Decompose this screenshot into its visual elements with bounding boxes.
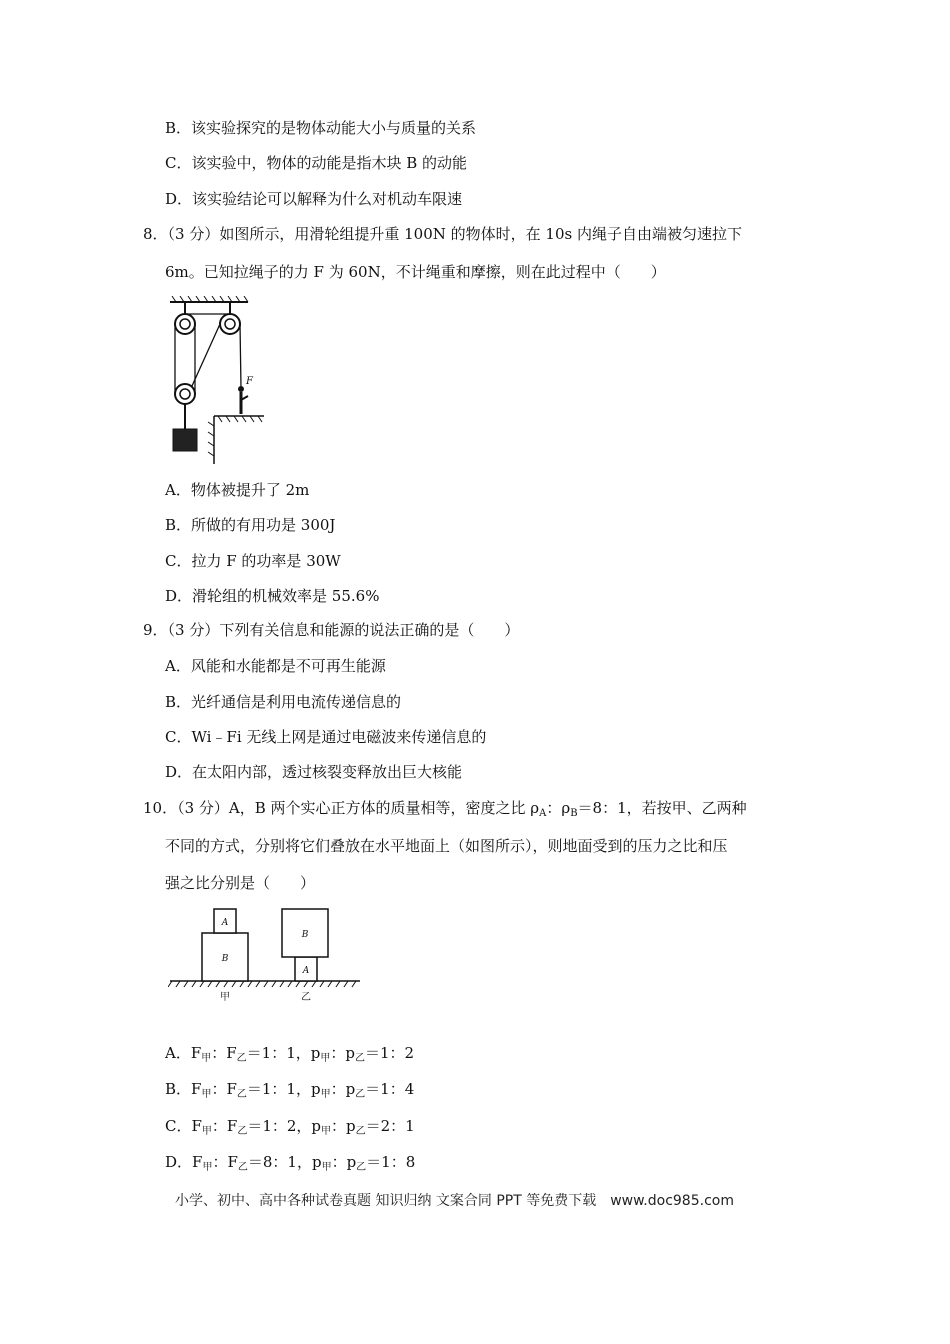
q9-option-a: A．风能和水能都是不可再生能源 [165,657,386,675]
pulley-figure [168,296,268,464]
q9-option-b: B．光纤通信是利用电流传递信息的 [165,693,402,711]
q7-option-b: B．该实验探究的是物体动能大小与质量的关系 [165,119,477,137]
q8-option-a: A．物体被提升了 2m [165,481,310,499]
caption-jia: 甲 [220,992,230,1003]
q7-option-d: D．该实验结论可以解释为什么对机动车限速 [165,190,463,208]
caption-yi: 乙 [301,992,311,1003]
q8-option-b: B．所做的有用功是 300J [165,516,336,534]
block-a-label-right: A [302,966,310,976]
q8-stem-line2: 6m。已知拉绳子的力 F 为 60N，不计绳重和摩擦，则在此过程中（ ） [165,263,666,281]
q8-option-c: C．拉力 F 的功率是 30W [165,552,341,570]
block-b-label-left: B [221,954,229,964]
stacked-blocks-figure [168,905,363,1003]
q7-option-c: C．该实验中，物体的动能是指木块 B 的动能 [165,154,468,172]
q10-stem-line3: 强之比分别是（ ） [165,874,316,892]
force-label-F: F [246,376,253,387]
page-footer: 小学、初中、高中各种试卷真题 知识归纳 文案合同 PPT 等免费下载 www.doc985.com [175,1193,734,1209]
q10-stem-line1: 10．（3 分）A，B 两个实心正方体的质量相等，密度之比 $\rho_A$：$\rho_B=8$：1，若按甲、乙两种 [143,799,747,819]
block-a-label-left: A [221,918,229,928]
q8-stem-line1: 8．（3 分）如图所示，用滑轮组提升重 100N 的物体时，在 10s 内绳子自由端被匀速拉下 [143,225,742,243]
q10-option-c: C．$F_甲$：$F_乙=1$：2，$p_甲$：$p_乙=2$：1 [165,1117,415,1137]
q8-option-d: D．滑轮组的机械效率是 55.6% [165,587,380,605]
q10-option-d: D．$F_甲$：$F_乙=8$：1，$p_甲$：$p_乙=1$：8 [165,1153,416,1173]
q9-stem: 9．（3 分）下列有关信息和能源的说法正确的是（ ） [143,621,520,639]
block-b-label-right: B [301,930,309,940]
q10-stem-line2: 不同的方式，分别将它们叠放在水平地面上（如图所示），则地面受到的压力之比和压 [165,837,728,855]
q9-option-d: D．在太阳内部，透过核裂变释放出巨大核能 [165,763,463,781]
q9-option-c: C．Wi﹣Fi 无线上网是通过电磁波来传递信息的 [165,728,487,746]
q10-option-b: B．$F_甲$：$F_乙=1$：1，$p_甲$：$p_乙=1$：4 [165,1080,415,1100]
q10-option-a: A．$F_甲$：$F_乙=1$：1，$p_甲$：$p_乙=1$：2 [165,1044,415,1064]
